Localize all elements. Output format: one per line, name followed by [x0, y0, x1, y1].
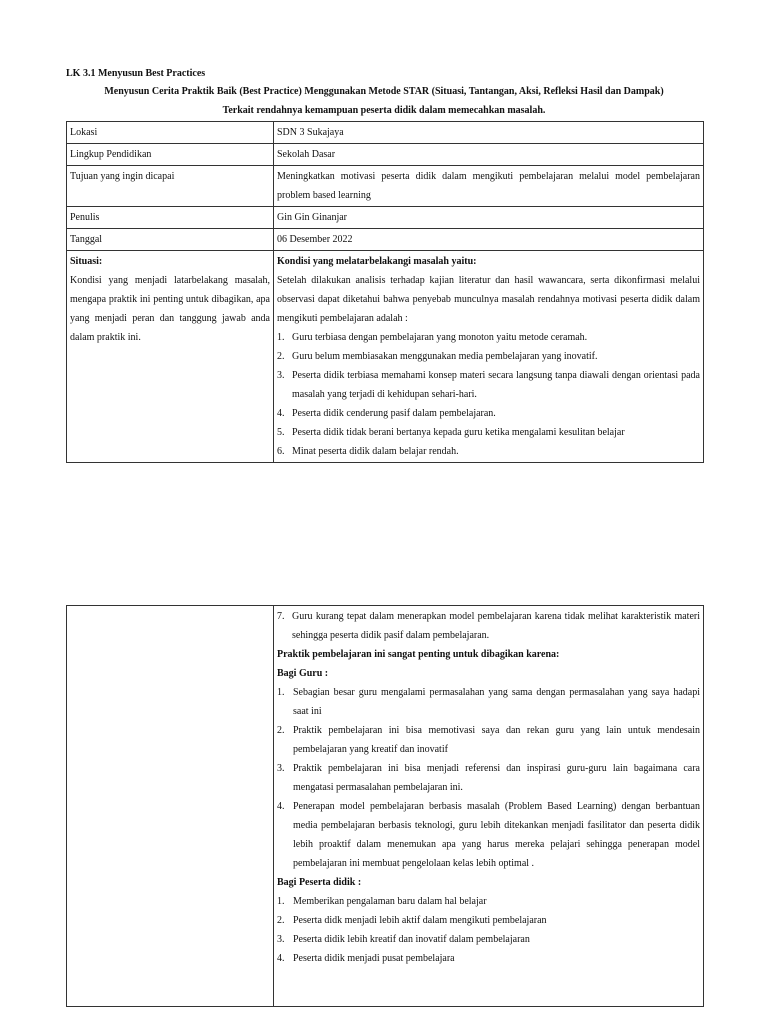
- siswa-list: [277, 892, 700, 968]
- list-item: [277, 366, 700, 404]
- list-text: Peserta didik lebih kreatif dan inovatif dalam pembelajaran: [293, 934, 530, 945]
- kondisi-heading: Kondisi yang melatarbelakangi masalah yaitu:: [277, 256, 477, 267]
- list-item: [277, 442, 700, 461]
- list-number: 7.: [277, 611, 285, 622]
- table-row: [67, 144, 704, 166]
- guru-heading: Bagi Guru :: [277, 668, 329, 679]
- list-number: 4.: [277, 408, 285, 419]
- list-text: Guru terbiasa dengan pembelajaran yang monoton yaitu metode ceramah.: [292, 332, 588, 343]
- list-text: Guru kurang tepat dalam menerapkan model pembelajaran karena tidak melihat karakteristik materi sehingga peserta didik pasif dalam pembelajaran.: [292, 611, 700, 641]
- list-item: [277, 797, 700, 873]
- list-number: 2.: [277, 351, 285, 362]
- list-number: 3.: [277, 370, 285, 381]
- siswa-heading: Bagi Peserta didik :: [277, 877, 362, 888]
- situasi-description: Kondisi yang menjadi latarbelakang masalah, mengapa praktik ini penting untuk dibagikan, apa yang menjadi peran dan tanggung jawab anda dalam praktik ini.: [70, 275, 270, 343]
- document-title: Menyusun Cerita Praktik Baik (Best Practice) Menggunakan Metode STAR (Situasi, Tantangan, Aksi, Refleksi Hasil dan Dampak): [104, 86, 664, 97]
- list-number: 1.: [277, 687, 285, 698]
- list-item: [277, 759, 700, 797]
- document-code: LK 3.1 Menyusun Best Practices: [66, 68, 206, 79]
- list-number: 4.: [277, 801, 285, 812]
- list-text: Penerapan model pembelajaran berbasis masalah (Problem Based Learning) dengan berbantuan media pembelajaran berbasis teknologi, guru lebih ditekankan menjadi fasilitator dan peserta didik lebih proaktif dalam menemukan apa yang harus mereka pelajari sehingga penerapan model pembelajaran ini membuat pengelolaan kelas lebih optimal .: [293, 801, 700, 869]
- value-tujuan: Meningkatkan motivasi peserta didik dalam mengikuti pembelajaran melalui model pembelajaran problem based learning: [274, 166, 704, 207]
- list-number: 2.: [277, 915, 285, 926]
- list-text: Peserta didik terbiasa memahami konsep materi secara langsung tanpa diawali dengan orientasi pada masalah yang terjadi di kehidupan sehari-hari.: [292, 370, 700, 400]
- list-item: [277, 930, 700, 949]
- importance-heading: Praktik pembelajaran ini sangat penting untuk dibagikan karena:: [277, 649, 560, 660]
- kondisi-list-continued: [277, 607, 700, 645]
- list-number: 2.: [277, 725, 285, 736]
- list-item: [277, 423, 700, 442]
- list-text: Praktik pembelajaran ini bisa menjadi referensi dan inspirasi guru-guru lain bagaimana cara mengatasi permasalahan pembelajaran ini.: [293, 763, 700, 793]
- label-penulis: Penulis: [67, 207, 274, 229]
- list-text: Peserta didik tidak berani bertanya kepada guru ketika mengalami kesulitan belajar: [292, 427, 625, 438]
- list-number: 3.: [277, 934, 285, 945]
- list-item: [277, 404, 700, 423]
- table-row: [67, 166, 704, 207]
- list-item: [277, 328, 700, 347]
- list-number: 4.: [277, 953, 285, 964]
- value-lingkup: Sekolah Dasar: [274, 144, 704, 166]
- list-item: [277, 721, 700, 759]
- empty-left-cell: [67, 606, 274, 1007]
- list-text: Sebagian besar guru mengalami permasalahan yang sama dengan permasalahan yang saya hadapi saat ini: [293, 687, 700, 717]
- list-number: 5.: [277, 427, 285, 438]
- label-lingkup: Lingkup Pendidikan: [67, 144, 274, 166]
- list-item: [277, 911, 700, 930]
- value-penulis: Gin Gin Ginanjar: [274, 207, 704, 229]
- list-text: Peserta didik cenderung pasif dalam pembelajaran.: [292, 408, 496, 419]
- table-row: [67, 229, 704, 251]
- list-item: [277, 892, 700, 911]
- kondisi-list: [277, 328, 700, 461]
- guru-list: [277, 683, 700, 873]
- label-tanggal: Tanggal: [67, 229, 274, 251]
- table-row: [67, 122, 704, 144]
- list-number: 1.: [277, 332, 285, 343]
- list-text: Minat peserta didik dalam belajar rendah.: [292, 446, 459, 457]
- list-text: Peserta didk menjadi lebih aktif dalam mengikuti pembelajaran: [293, 915, 547, 926]
- kondisi-cell: [274, 251, 704, 463]
- value-tanggal: 06 Desember 2022: [274, 229, 704, 251]
- table-row: [67, 251, 704, 463]
- table-row: [67, 207, 704, 229]
- continuation-cell: [274, 606, 704, 1007]
- list-item: [277, 683, 700, 721]
- list-text: Praktik pembelajaran ini bisa memotivasi saya dan rekan guru yang lain untuk mendesain pembelajaran yang kreatif dan inovatif: [293, 725, 700, 755]
- table-row: [67, 606, 704, 1007]
- kondisi-intro: Setelah dilakukan analisis terhadap kajian literatur dan hasil wawancara, serta dikonfirmasi melalui observasi dapat diketahui bahwa penyebab munculnya masalah rendahnya motivasi peserta didik dalam mengikuti pembelajaran adalah :: [277, 275, 700, 324]
- value-lokasi: SDN 3 Sukajaya: [274, 122, 704, 144]
- list-text: Memberikan pengalaman baru dalam hal belajar: [293, 896, 487, 907]
- label-tujuan: Tujuan yang ingin dicapai: [67, 166, 274, 207]
- list-number: 1.: [277, 896, 285, 907]
- document-subtitle: Terkait rendahnya kemampuan peserta didik dalam memecahkan masalah.: [222, 105, 546, 116]
- situasi-heading: Situasi:: [70, 256, 103, 267]
- list-item: [277, 347, 700, 366]
- continuation-table: [66, 605, 704, 1007]
- list-item: [277, 949, 700, 968]
- list-item: [277, 607, 700, 645]
- list-text: Guru belum membiasakan menggunakan media pembelajaran yang inovatif.: [292, 351, 598, 362]
- list-text: Peserta didik menjadi pusat pembelajara: [293, 953, 455, 964]
- situasi-cell: [67, 251, 274, 463]
- info-table: [66, 121, 704, 463]
- list-number: 3.: [277, 763, 285, 774]
- label-lokasi: Lokasi: [67, 122, 274, 144]
- list-number: 6.: [277, 446, 285, 457]
